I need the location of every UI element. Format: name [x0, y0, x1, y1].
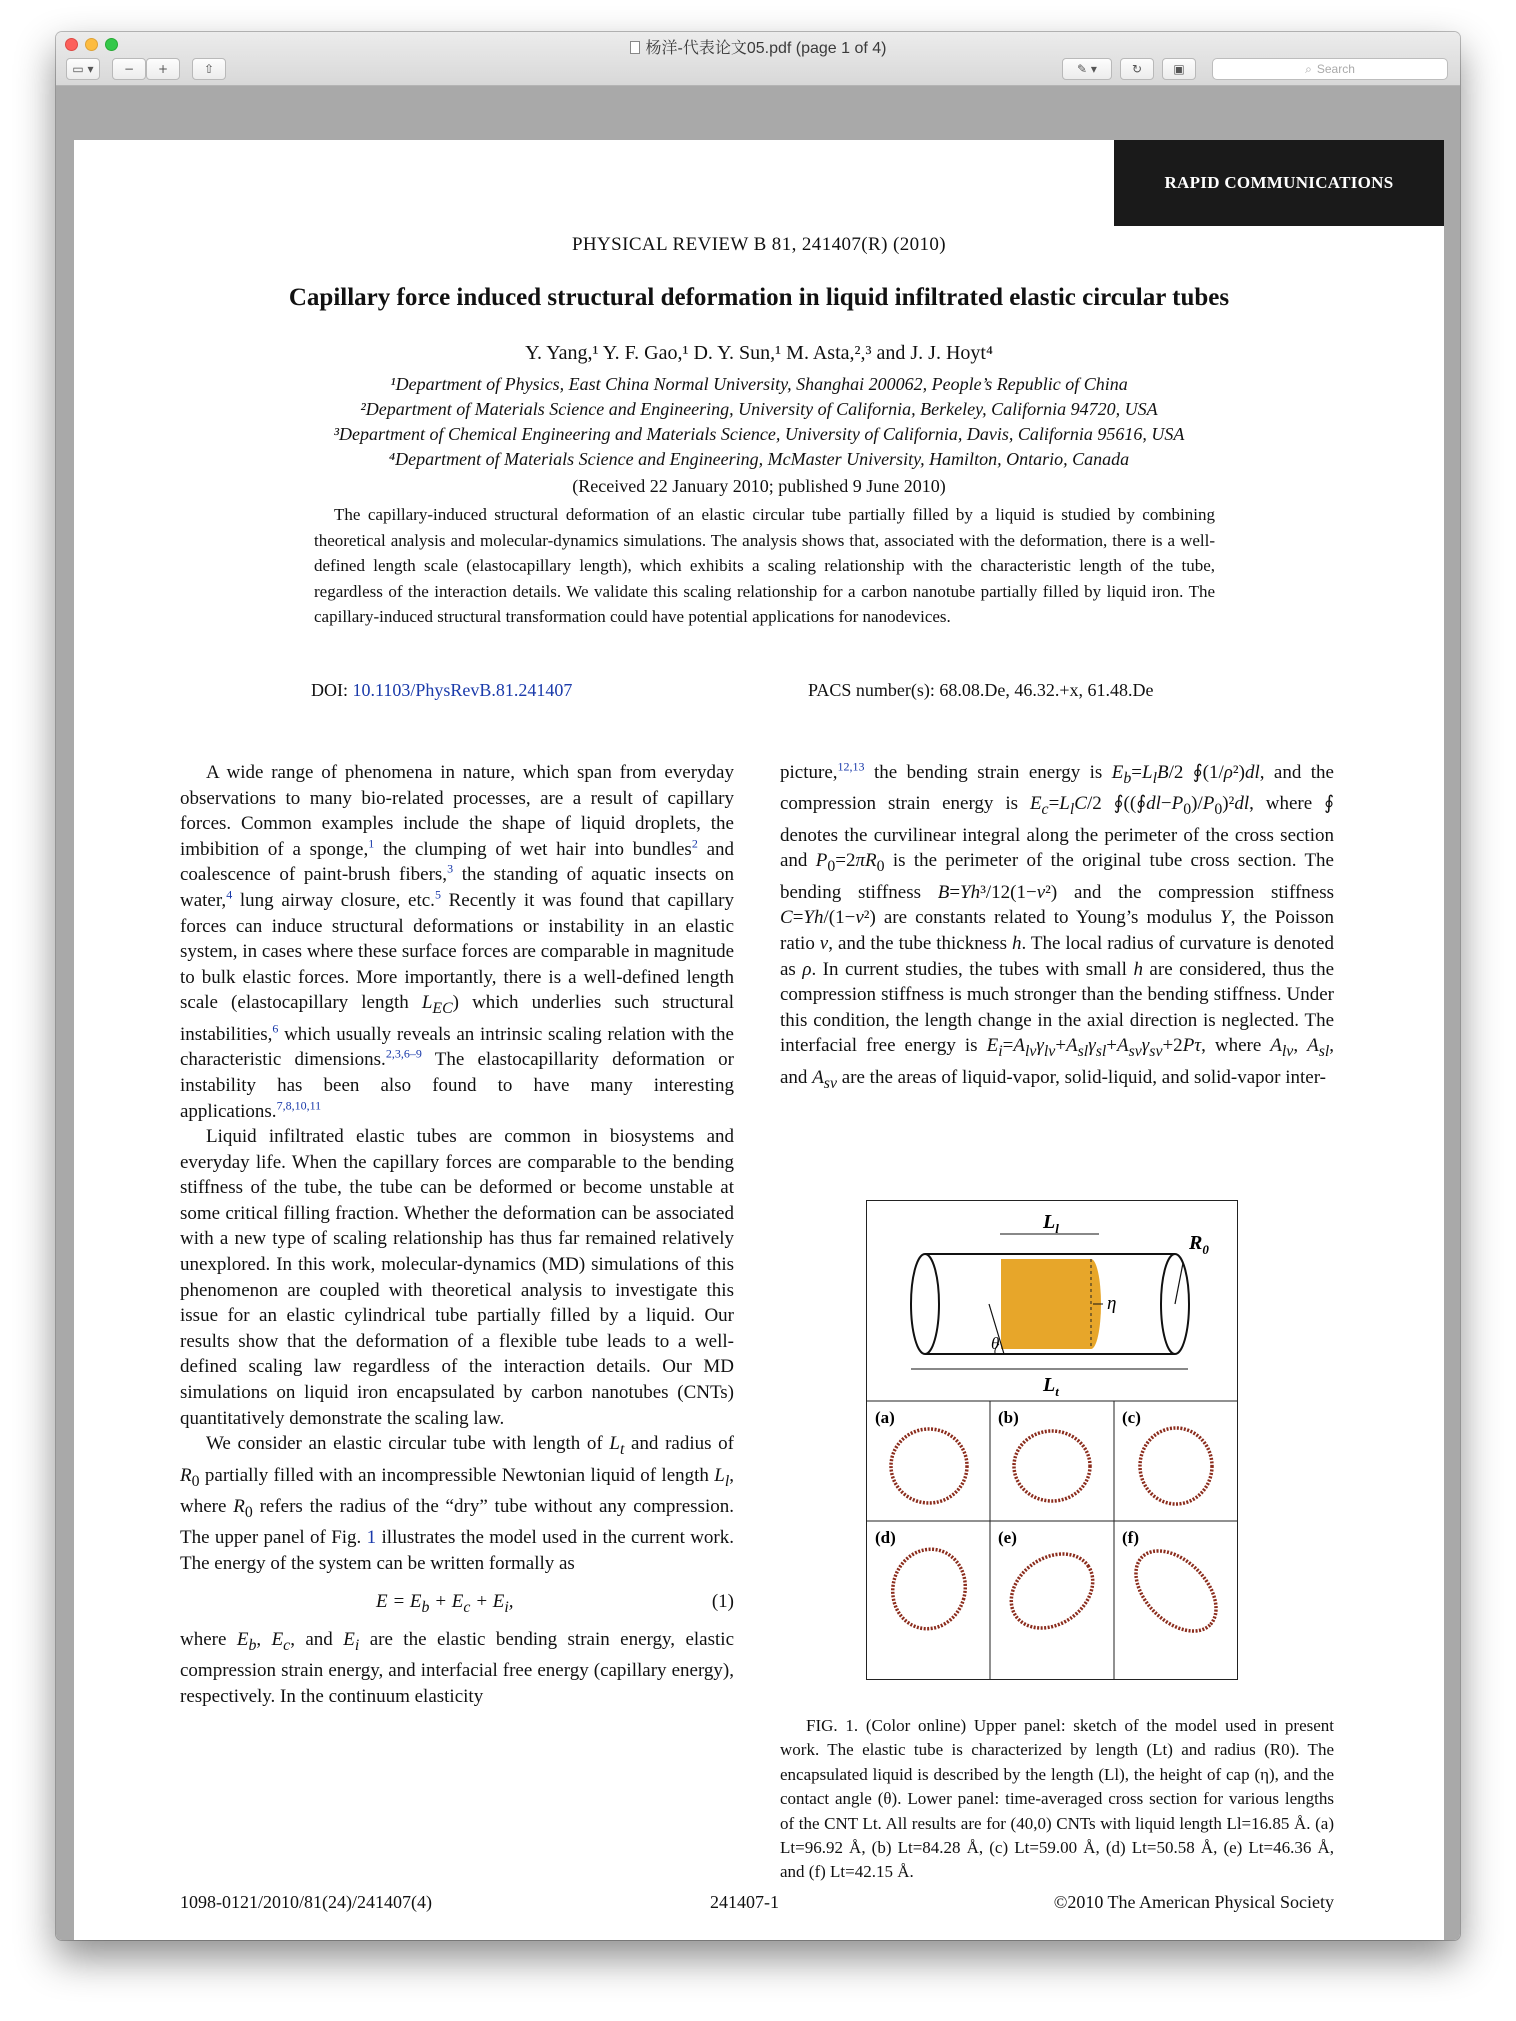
figure-1-caption: FIG. 1. (Color online) Upper panel: sketch of the model used in present work. The elastic tube is characterized by length (Lt) and radius (R0). The encapsulated liquid is described by the length (Ll), the height of cap (η), and the contact angle (θ). Lower panel: time-averaged cross section for various lengths of the CNT Lt. All results are for (40,0) CNTs with liquid length Ll=16.85 Å. (a) Lt=96.92 Å, (b) Lt=84.28 Å, (c) Lt=59.00 Å, (d) Lt=50.58 Å, (e) Lt=46.36 Å, and (f) Lt=42.15 Å.: [780, 1716, 1334, 1882]
label-radius-main: R: [1189, 1232, 1203, 1254]
equation-math: $E = E_b + E_c + E_i$,: [376, 1590, 514, 1616]
preview-window: [56, 32, 1460, 1940]
rotate-icon: ↻: [1131, 62, 1143, 76]
paragraph: picture,$^{12,13}$ the bending strain energy is $E_b=L_lB/2$ ∮(1/ρ²)dl, and the compression strain energy is $E_c=L_lC/2$ $∮((∮dl-P_0)/P_0)^2dl$, where ∮ denotes the curvilinear integral along the perimeter of the cross section and $P_0=2\pi R_0$ is the perimeter of the original tube cross section. The bending stiffness B=Yh³/12(1−ν²) and the compression stiffness C=Yh/(1−ν²) are constants related to Young’s modulus Y, the Poisson ratio ν, and the tube thickness h. The local radius of curvature is denoted as ρ. In current studies, the tubes with small h are considered, thus the compression stiffness is much stronger than the bending stiffness. Under this condition, the length change in the axial direction is neglected. The interfacial free energy is $E_i=A_{lv}\gamma_{lv}+A_{sl}\gamma_{sl}+A_{sv}\gamma_{sv}+2P\tau$, where $A_{lv}$, $A_{sl}$, and $A_{sv}$ are the areas of liquid-vapor, solid-liquid, and solid-vapor inter-: [780, 759, 1335, 1092]
search-icon: ⌕: [1305, 61, 1312, 76]
panel-label-e: (e): [998, 1528, 1017, 1547]
label-tube-length: [1042, 1374, 1059, 1399]
journal-reference: PHYSICAL REVIEW B 81, 241407(R) (2010): [571, 234, 947, 255]
paragraph: Liquid infiltrated elastic tubes are common in biosystems and everyday life. When the capillary forces are comparable to the bending stiffness of the tube, the tube can be deformed or become unstable at some critical filling fraction. Whether the deformation can be associated with a new type of scaling relationship has thus far remained relatively unexplored. In this work, molecular-dynamics (MD) simulations of this phenomenon are coupled with theoretical analysis to investigate this issue for an elastic cylindrical tube partially filled by a liquid. Our results show that the deformation of a flexible tube leads to a well-defined scaling law regardless of the interaction details. Our MD simulations on liquid iron encapsulated by carbon nanotubes (CNTs) quantitatively demonstrate the scaling law.: [180, 1126, 734, 1429]
zoom-in-button[interactable]: [146, 58, 180, 80]
equation-1: [180, 1583, 734, 1623]
title-bar: [56, 32, 1460, 86]
right-column: [780, 760, 1334, 1096]
affiliation: ⁴Department of Materials Science and Engineering, McMaster University, Hamilton, Ontario, Canada: [388, 449, 1130, 469]
share-icon: ⇧: [203, 62, 215, 76]
received-date: (Received 22 January 2010; published 9 June 2010): [572, 476, 946, 496]
doi-line: [311, 680, 572, 701]
pdf-page: [74, 140, 1444, 1940]
cross-section-f: [1121, 1536, 1231, 1646]
share-button[interactable]: [192, 58, 226, 80]
markup-button[interactable]: [1062, 58, 1112, 80]
label-contact-angle: θ: [991, 1334, 1000, 1353]
liquid-plug: [1001, 1259, 1091, 1349]
label-radius-sub: 0: [1202, 1242, 1209, 1257]
document-icon: [630, 41, 640, 54]
affiliation: ¹Department of Physics, East China Normal University, Shanghai 200062, People’s Republic of China: [390, 374, 1128, 394]
zoom-out-icon: −: [123, 62, 135, 76]
footer-issn: 1098-0121/2010/81(24)/241407(4): [180, 1892, 432, 1912]
toolbox-button[interactable]: [1162, 58, 1196, 80]
left-column: [180, 760, 734, 1709]
rotate-button[interactable]: [1120, 58, 1154, 80]
toolbox-icon: ▣: [1173, 62, 1185, 76]
paragraph: We consider an elastic circular tube with length of $L_t$ and radius of $R_0$ partially filled with an incompressible Newtonian liquid of length $L_l$, where $R_0$ refers the radius of the “dry” tube without any compression. The upper panel of Fig. 1 illustrates the model used in the current work. The energy of the system can be written formally as: [180, 1433, 734, 1574]
radius-arrow: [1175, 1263, 1183, 1304]
affiliation: ³Department of Chemical Engineering and Materials Science, University of California, Davis, California 95616, USA: [333, 424, 1185, 444]
abstract: The capillary-induced structural deformation of an elastic circular tube partially filled by a liquid is studied by combining theoretical analysis and molecular-dynamics simulations. The analysis shows that, associated with the deformation, there is a well-defined length scale (elastocapillary length), which exhibits a scaling relationship with the characteristic length of the tube, regardless of the interaction details. We validate this scaling relationship for a carbon nanotube partially filled by liquid iron. The capillary-induced structural transformation could have potential applications for nanodevices.: [314, 505, 1215, 626]
panel-label-a: (a): [875, 1408, 895, 1427]
search-input[interactable]: [1212, 58, 1448, 80]
cross-section-e: [997, 1539, 1107, 1644]
cross-section-b: [1014, 1431, 1090, 1501]
tube-left-end: [911, 1254, 939, 1354]
label-liquid-length-sub: l: [1055, 1221, 1059, 1236]
window-title-text: 杨洋-代表论文05.pdf (page 1 of 4): [645, 40, 887, 57]
zoom-out-button[interactable]: [112, 58, 146, 80]
panel-label-b: (b): [998, 1408, 1019, 1427]
affiliation: ²Department of Materials Science and Engineering, University of California, Berkeley, California 94720, USA: [360, 399, 1158, 419]
label-liquid-length-main: L: [1043, 1211, 1056, 1233]
document-viewer[interactable]: [56, 86, 1460, 1940]
equation-number: (1): [711, 1590, 734, 1612]
label-tube-length-main: L: [1043, 1374, 1056, 1396]
paragraph: where $E_b$, $E_c$, and $E_i$ are the elastic bending strain energy, elastic compression strain energy, and interfacial free energy (capillary energy), respectively. In the continuum elasticity: [180, 1628, 735, 1707]
zoom-in-icon: +: [157, 62, 169, 76]
pen-icon: ✎ ▾: [1077, 62, 1097, 76]
figure-1: [866, 1200, 1238, 1680]
paper-title: Capillary force induced structural deformation in liquid infiltrated elastic circular tubes: [288, 284, 1230, 311]
search-placeholder: Search: [1316, 62, 1355, 76]
doi-label: DOI:: [311, 680, 348, 700]
panel-label-c: (c): [1122, 1408, 1141, 1427]
label-cap-height: η: [1107, 1293, 1117, 1314]
cross-section-a: [891, 1429, 967, 1503]
label-liquid-length: [1042, 1211, 1059, 1236]
footer-page-number: 241407-1: [710, 1892, 779, 1912]
label-radius: [1188, 1232, 1209, 1257]
author-list: Y. Yang,¹ Y. F. Gao,¹ D. Y. Sun,¹ M. Asta,²,³ and J. J. Hoyt⁴: [525, 342, 993, 364]
panel-label-f: (f): [1122, 1528, 1139, 1547]
cross-section-d: [884, 1541, 974, 1637]
rapid-communications-banner: RAPID COMMUNICATIONS: [1114, 140, 1444, 226]
doi-link[interactable]: 10.1103/PhysRevB.81.241407: [352, 680, 573, 700]
sidebar-icon: ▭ ▾: [72, 62, 94, 76]
tube-model-figure: [867, 1201, 1237, 1679]
window-title: [56, 35, 1460, 58]
panel-label-d: (d): [875, 1528, 896, 1547]
pacs-numbers: PACS number(s): 68.08.De, 46.32.+x, 61.48.De: [808, 680, 1154, 700]
footer-copyright: ©2010 The American Physical Society: [1053, 1892, 1334, 1912]
paragraph: A wide range of phenomena in nature, which span from everyday observations to many bio-related processes, are a result of capillary forces. Common examples include the shape of liquid droplets, the imbibition of a sponge,$^1$ the clumping of wet hair into bundles$^2$ and coalescence of paint-brush fibers,$^3$ the standing of aquatic insects on water,$^4$ lung airway closure, etc.$^5$ Recently it was found that capillary forces can induce structural deformations or instability in an elastic system, in cases where these surface forces are comparable in magnitude to bulk elastic forces. More importantly, there is a well-defined length scale (elastocapillary length $L_{EC}$) which underlies such structural instabilities,$^6$ which usually reveals an intrinsic scaling relation with the characteristic dimensions.$^{2,3,6-9}$ The elastocapillarity deformation or instability has been also found to have many interesting applications.$^{7,8,10,11}$: [180, 762, 734, 1122]
cross-section-c: [1140, 1428, 1212, 1504]
label-tube-length-sub: t: [1055, 1384, 1059, 1399]
sidebar-toggle-button[interactable]: [66, 58, 100, 80]
